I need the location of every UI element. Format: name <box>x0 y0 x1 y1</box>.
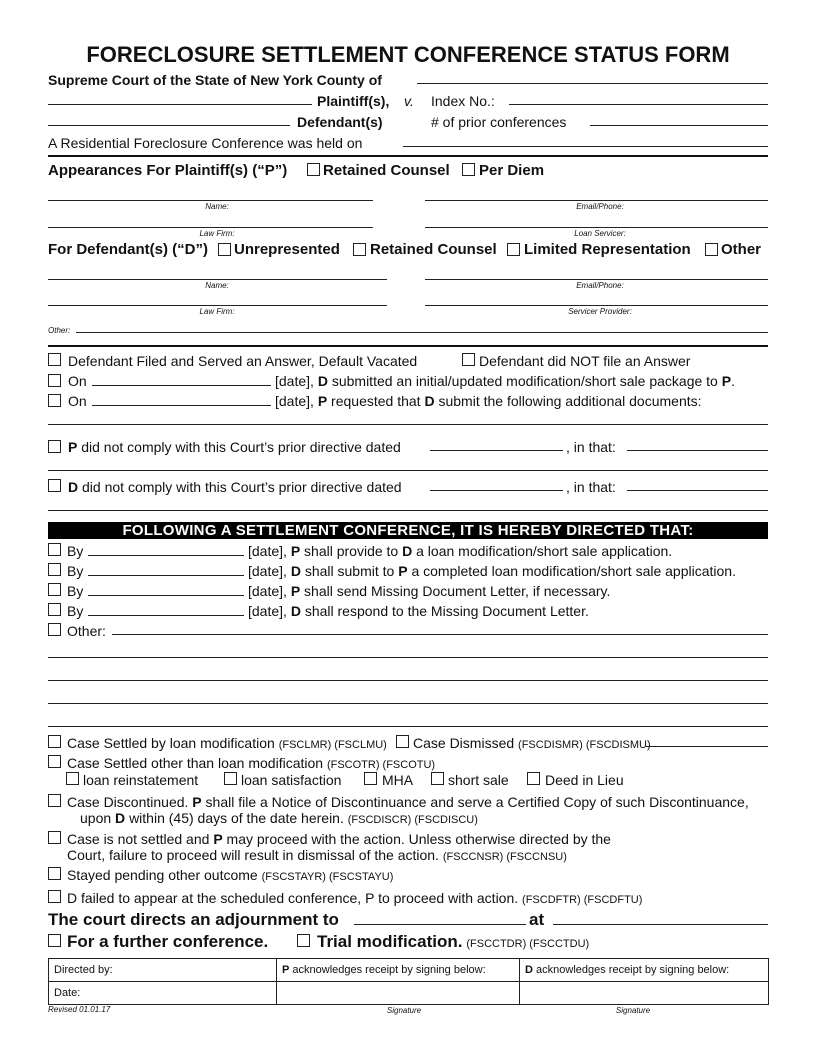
dismissed-checkbox[interactable] <box>396 735 409 748</box>
per-diem-checkbox[interactable] <box>462 163 475 176</box>
deed-in-lieu-label: Deed in Lieu <box>545 772 624 788</box>
not-settled-c: may proceed with the action. Unless otherwise directed by the <box>226 831 611 847</box>
d-ack-label: acknowledges receipt by signing below: <box>536 964 730 976</box>
d-marker: D <box>317 373 328 389</box>
directed-by-label: Directed by: <box>54 964 113 976</box>
adjournment-date-field[interactable] <box>354 924 526 925</box>
section-divider-2 <box>48 345 768 347</box>
stayed-checkbox[interactable] <box>48 867 61 880</box>
defendant-label: Defendant(s) <box>297 114 383 130</box>
directive-other-line-2[interactable] <box>48 657 768 658</box>
failed-appear-text <box>67 890 642 908</box>
directive-other-line-5[interactable] <box>48 726 768 727</box>
p-requested-text <box>275 393 702 409</box>
defendant-appearances-label: For Defendant(s) (“D”) <box>48 241 208 258</box>
p-requested-date-field[interactable] <box>92 405 271 406</box>
directive-other-label: Other: <box>67 623 106 639</box>
loan-mod-label: Case Settled by loan modification <box>67 735 275 751</box>
directive-other-line-4[interactable] <box>48 703 768 704</box>
revised-label: Revised 01.01.17 <box>48 1005 111 1014</box>
d-submitted-text: [date], D submitted an initial/updated modification/short sale package to P. <box>275 373 735 389</box>
directive-3-checkbox[interactable] <box>48 583 61 596</box>
not-settled-codes: (FSCCNSR) (FSCCNSU) <box>442 851 567 863</box>
date-label: [date], <box>275 373 314 389</box>
by-label-3: By <box>67 583 84 599</box>
date-cell-label: Date: <box>54 987 81 999</box>
p-marker-2: P <box>317 393 328 409</box>
index-no-label: Index No.: <box>431 93 495 109</box>
p-requested-checkbox[interactable] <box>48 394 61 407</box>
signature-table <box>48 958 769 1005</box>
deed-in-lieu-checkbox[interactable] <box>527 772 540 785</box>
d-in-that-field[interactable] <box>627 490 768 491</box>
not-settled-line-2 <box>67 847 567 865</box>
p-name-field[interactable] <box>48 200 373 201</box>
short-sale-checkbox[interactable] <box>431 772 444 785</box>
p-ack-label: acknowledges receipt by signing below: <box>292 964 486 976</box>
county-field[interactable] <box>417 83 768 84</box>
no-answer-label: Defendant did NOT file an Answer <box>479 353 691 369</box>
form-title: FORECLOSURE SETTLEMENT CONFERENCE STATUS FORM <box>86 42 730 67</box>
directive-1-checkbox[interactable] <box>48 543 61 556</box>
not-settled-a: Case is not settled and <box>67 831 210 847</box>
defendant-name-field[interactable] <box>48 125 290 126</box>
d-in-that-field-2[interactable] <box>48 510 768 511</box>
directive-3-end: send Missing Document Letter, if necessary. <box>336 583 611 599</box>
answer-filed-label: Defendant Filed and Served an Answer, Default Vacated <box>68 353 418 369</box>
p-directive-date-field[interactable] <box>430 450 563 451</box>
p-name-caption: Name: <box>205 202 229 211</box>
discontinued-codes: (FSCDISCR) (FSCDISCU) <box>347 814 478 826</box>
no-answer-checkbox[interactable] <box>462 353 475 366</box>
directive-other-line-3[interactable] <box>48 680 768 681</box>
stayed-codes: (FSCSTAYR) (FSCSTAYU) <box>261 871 394 883</box>
settled-other-label: Case Settled other than loan modification <box>67 755 324 771</box>
p-marker-5: P <box>398 563 408 579</box>
d-name-field[interactable] <box>48 279 387 280</box>
d-not-comply-label: did not comply with this Court’s prior directive dated <box>82 479 402 495</box>
p-marker-4: P <box>290 543 301 559</box>
d-marker-5: D <box>290 563 301 579</box>
mha-label: MHA <box>382 772 414 788</box>
directive-2-end: a completed loan modification/short sale application. <box>411 563 736 579</box>
within-label: within (45) days of the date herein. <box>129 810 344 826</box>
d-marker-6: D <box>290 603 301 619</box>
at-label: at <box>529 910 545 929</box>
directive-2-checkbox[interactable] <box>48 563 61 576</box>
d-name-caption: Name: <box>205 281 229 290</box>
conference-held-label: A Residential Foreclosure Conference was held on <box>48 135 363 151</box>
reinstatement-checkbox[interactable] <box>66 772 79 785</box>
directive-2-mid: submit to <box>337 563 395 579</box>
directive-3-date-field[interactable] <box>88 595 244 596</box>
prior-conferences-field[interactable] <box>590 125 768 126</box>
unrepresented-label: Unrepresented <box>234 241 340 258</box>
p-not-comply-label: did not comply with this Court’s prior directive dated <box>81 439 401 455</box>
directive-4-checkbox[interactable] <box>48 603 61 616</box>
directive-4-date-field[interactable] <box>88 615 244 616</box>
dismissed-text <box>413 735 651 753</box>
date-label-3: [date], <box>248 543 287 559</box>
dismissed-codes: (FSCDISMR) (FSCDISMU) <box>518 739 651 751</box>
loan-mod-checkbox[interactable] <box>48 735 61 748</box>
p-requested-mid: requested that <box>331 393 421 409</box>
by-label-1: By <box>67 543 84 559</box>
directive-other-field[interactable] <box>112 634 768 635</box>
shall-label-4: shall <box>304 603 334 619</box>
p-marker-8: P <box>213 831 223 847</box>
in-that-label: , in that: <box>566 439 616 455</box>
conference-date-field[interactable] <box>403 146 768 147</box>
directive-4-text <box>248 603 589 619</box>
trial-modification-codes: (FSCCTDR) (FSCCTDU) <box>466 938 590 950</box>
shall-label-1: shall <box>304 543 333 559</box>
adjournment-time-field[interactable] <box>553 924 768 925</box>
other-field[interactable] <box>76 332 768 333</box>
prior-conferences-label: # of prior conferences <box>431 114 567 130</box>
further-conference-label: For a further conference. <box>67 932 269 951</box>
failed-appear-label: D failed to appear at the scheduled conference, P to proceed with action. <box>67 890 519 906</box>
directive-1-mid: provide to <box>336 543 399 559</box>
further-conference-checkbox[interactable] <box>48 934 61 947</box>
in-that-label-2: , in that: <box>566 479 616 495</box>
p-marker-3: P <box>68 439 78 455</box>
not-settled-2: Court, failure to proceed will result in dismissal of the action. <box>67 847 439 863</box>
reinstatement-label: loan reinstatement <box>83 772 199 788</box>
p-firm-field[interactable] <box>48 227 373 228</box>
directive-3-text <box>248 583 610 599</box>
per-diem-label: Per Diem <box>479 162 545 179</box>
p-not-comply-text <box>68 439 401 455</box>
directive-banner: FOLLOWING A SETTLEMENT CONFERENCE, IT IS HEREBY DIRECTED THAT: <box>48 522 768 539</box>
satisfaction-label: loan satisfaction <box>241 772 342 788</box>
plaintiff-label: Plaintiff(s), <box>317 93 390 109</box>
d-marker-3: D <box>68 479 79 495</box>
limited-representation-label: Limited Representation <box>524 241 691 258</box>
date-label-5: [date], <box>248 583 287 599</box>
unrepresented-checkbox[interactable] <box>218 243 231 256</box>
directive-2-date-field[interactable] <box>88 575 244 576</box>
loan-mod-text <box>67 735 387 753</box>
p-servicer-field[interactable] <box>425 227 768 228</box>
d-not-comply-checkbox[interactable] <box>48 479 61 492</box>
d-directive-date-field[interactable] <box>430 490 563 491</box>
failed-appear-checkbox[interactable] <box>48 890 61 903</box>
answer-filed-checkbox[interactable] <box>48 353 61 366</box>
p-signature-caption: Signature <box>386 1006 422 1015</box>
section-divider <box>48 155 768 157</box>
d-not-comply-text <box>68 479 402 495</box>
p-not-comply-checkbox[interactable] <box>48 440 61 453</box>
date-label-4: [date], <box>248 563 287 579</box>
d-servicer-field[interactable] <box>425 305 768 306</box>
failed-appear-codes: (FSCDFTR) (FSCDFTU) <box>522 894 643 906</box>
plaintiff-name-field[interactable] <box>48 104 312 105</box>
trial-modification-text <box>317 932 589 954</box>
p-firm-caption: Law Firm: <box>199 229 235 238</box>
d-ack-cell <box>520 959 769 982</box>
short-sale-label: short sale <box>448 772 509 788</box>
discontinued-line-2 <box>80 810 478 828</box>
dismissed-label: Case Dismissed <box>413 735 515 751</box>
directive-other-checkbox[interactable] <box>48 623 61 636</box>
d-retained-counsel-checkbox[interactable] <box>353 243 366 256</box>
upon-label: upon <box>80 810 112 826</box>
p-email-field[interactable] <box>425 200 768 201</box>
shall-label-2: shall <box>304 563 334 579</box>
other-caption: Other: <box>48 326 71 335</box>
discontinued-checkbox[interactable] <box>48 794 61 807</box>
d-marker-9: D <box>525 964 533 976</box>
directed-by-cell[interactable] <box>49 959 277 982</box>
limited-representation-checkbox[interactable] <box>507 243 520 256</box>
p-signature-cell[interactable] <box>277 982 520 1005</box>
mha-checkbox[interactable] <box>364 772 377 785</box>
on-label-2: On <box>68 393 87 409</box>
d-marker-2: D <box>424 393 435 409</box>
court-label: Supreme Court of the State of New York County of <box>48 72 382 88</box>
shall-label-3: shall <box>304 583 333 599</box>
directive-1-text <box>248 543 672 559</box>
not-settled-line-1 <box>67 831 611 847</box>
p-in-that-field-2[interactable] <box>48 470 768 471</box>
dismissed-field[interactable] <box>646 746 768 747</box>
d-retained-counsel-label: Retained Counsel <box>370 241 497 258</box>
discontinued-text: shall file a Notice of Discontinuance and serve a Certified Copy of such Discontinuance, <box>205 794 749 810</box>
by-label-2: By <box>67 563 84 579</box>
d-signature-cell[interactable] <box>520 982 769 1005</box>
d-firm-caption: Law Firm: <box>199 307 235 316</box>
plaintiff-appearances-label: Appearances For Plaintiff(s) (“P”) <box>48 162 288 179</box>
retained-counsel-checkbox[interactable] <box>307 163 320 176</box>
on-label: On <box>68 373 87 389</box>
p-marker-9: P <box>282 964 290 976</box>
trial-modification-label: Trial modification. <box>317 932 463 951</box>
settled-other-checkbox[interactable] <box>48 755 61 768</box>
directive-4-end: respond to the Missing Document Letter. <box>337 603 589 619</box>
d-email-field[interactable] <box>425 279 768 280</box>
settled-other-codes: (FSCOTR) (FSCOTU) <box>326 759 436 771</box>
discontinued-line-1 <box>67 794 749 810</box>
retained-counsel-label: Retained Counsel <box>323 162 450 179</box>
date-label-6: [date], <box>248 603 287 619</box>
p-ack-cell <box>277 959 520 982</box>
discontinued-label: Case Discontinued. <box>67 794 189 810</box>
p-marker-6: P <box>290 583 301 599</box>
trial-modification-checkbox[interactable] <box>297 934 310 947</box>
satisfaction-checkbox[interactable] <box>224 772 237 785</box>
d-submitted-checkbox[interactable] <box>48 374 61 387</box>
p-email-caption: Email/Phone: <box>576 202 624 211</box>
adjournment-label: The court directs an adjournment to <box>48 910 339 929</box>
directive-1-date-field[interactable] <box>88 555 244 556</box>
d-other-checkbox[interactable] <box>705 243 718 256</box>
date-cell[interactable] <box>49 982 277 1005</box>
p-marker: P <box>721 373 732 389</box>
d-submitted-date-field[interactable] <box>92 385 271 386</box>
d-signature-caption: Signature <box>615 1006 651 1015</box>
p-requested-post: submit the following additional documents: <box>438 393 702 409</box>
directive-2-text <box>248 563 736 579</box>
p-servicer-caption: Loan Servicer: <box>574 229 626 238</box>
d-servicer-caption: Servicer Provider: <box>568 307 632 316</box>
versus-label: v. <box>404 93 414 109</box>
d-submitted-mid: submitted an initial/updated modification/short sale package to <box>331 373 718 389</box>
date-label-2: [date], <box>275 393 314 409</box>
d-email-caption: Email/Phone: <box>576 281 624 290</box>
d-other-label: Other <box>721 241 762 258</box>
d-marker-4: D <box>402 543 413 559</box>
d-firm-field[interactable] <box>48 305 387 306</box>
p-in-that-field[interactable] <box>627 450 768 451</box>
by-label-4: By <box>67 603 84 619</box>
stayed-label: Stayed pending other outcome <box>67 867 258 883</box>
additional-docs-field[interactable] <box>48 424 768 425</box>
p-marker-7: P <box>192 794 202 810</box>
settled-other-text <box>67 755 435 773</box>
directive-1-end: a loan modification/short sale application. <box>416 543 673 559</box>
d-marker-7: D <box>115 810 126 826</box>
index-no-field[interactable] <box>509 104 768 105</box>
loan-mod-codes: (FSCLMR) (FSCLMU) <box>278 739 387 751</box>
not-settled-checkbox[interactable] <box>48 831 61 844</box>
stayed-text <box>67 867 393 885</box>
